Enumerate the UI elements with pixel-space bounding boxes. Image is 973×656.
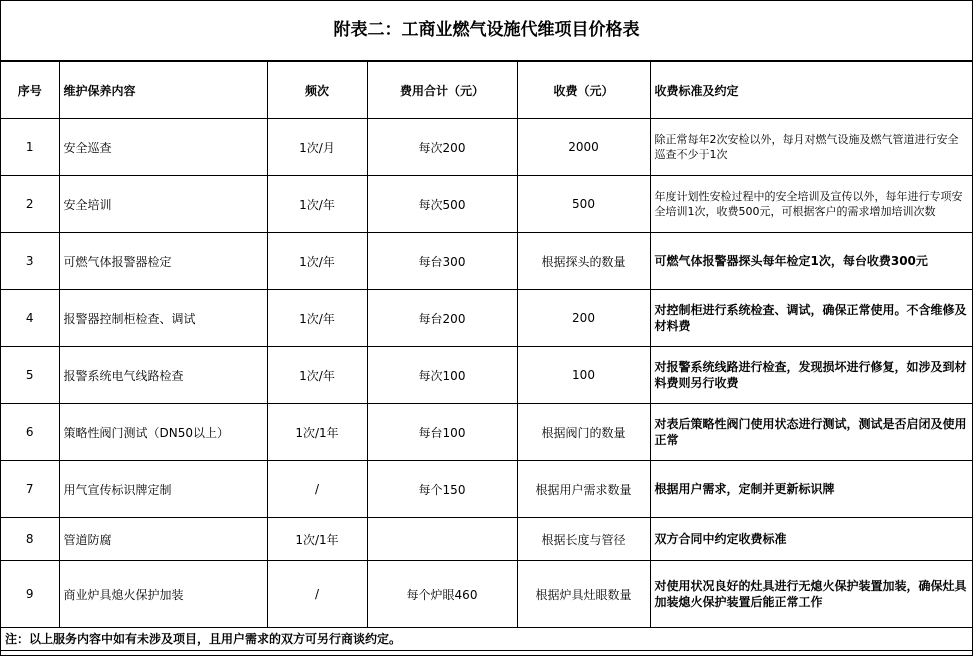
- table-row: [1, 119, 972, 176]
- cell-standard: 对报警系统线路进行检查，发现损坏进行修复，如涉及到材料费则另行收费: [650, 347, 972, 404]
- note-row: [1, 628, 972, 651]
- cell-item: 管道防腐: [59, 518, 267, 561]
- cell-frequency: 1次/年: [267, 233, 367, 290]
- cell-item: 策略性阀门测试（DN50以上）: [59, 404, 267, 461]
- cell-standard: 对使用状况良好的灶具进行无熄火保护装置加装，确保灶具加装熄火保护装置后能正常工作: [650, 561, 972, 628]
- cell-no: 9: [1, 561, 59, 628]
- cell-cost: 每台200: [367, 290, 517, 347]
- header-frequency: 频次: [267, 62, 367, 119]
- page-title: 附表二：工商业燃气设施代维项目价格表: [1, 1, 972, 61]
- cell-standard: 对控制柜进行系统检查、调试，确保正常使用。不含维修及材料费: [650, 290, 972, 347]
- cell-frequency: 1次/1年: [267, 518, 367, 561]
- cell-fee: 200: [517, 290, 650, 347]
- cell-no: 4: [1, 290, 59, 347]
- cell-no: 8: [1, 518, 59, 561]
- cell-fee: 根据探头的数量: [517, 233, 650, 290]
- cell-standard: 对表后策略性阀门使用状态进行测试，测试是否启闭及使用正常: [650, 404, 972, 461]
- cell-frequency: 1次/年: [267, 347, 367, 404]
- cell-standard: 根据用户需求，定制并更新标识牌: [650, 461, 972, 518]
- cell-item: 可燃气体报警器检定: [59, 233, 267, 290]
- cell-standard: 年度计划性安检过程中的安全培训及宣传以外，每年进行专项安全培训1次，收费500元，可根据客户的需求增加培训次数: [650, 176, 972, 233]
- cell-fee: 根据长度与管径: [517, 518, 650, 561]
- cell-fee: 500: [517, 176, 650, 233]
- cell-no: 7: [1, 461, 59, 518]
- cell-cost: 每台100: [367, 404, 517, 461]
- cell-cost: 每次500: [367, 176, 517, 233]
- table-row: [1, 561, 972, 628]
- table-row: [1, 461, 972, 518]
- table-row: [1, 404, 972, 461]
- cell-item: 安全巡查: [59, 119, 267, 176]
- cell-frequency: 1次/年: [267, 290, 367, 347]
- cell-cost: [367, 518, 517, 561]
- header-fee: 收费（元）: [517, 62, 650, 119]
- header-item: 维护保养内容: [59, 62, 267, 119]
- header-standard: 收费标准及约定: [650, 62, 972, 119]
- cell-no: 1: [1, 119, 59, 176]
- cell-cost: 每台300: [367, 233, 517, 290]
- cell-item: 安全培训: [59, 176, 267, 233]
- cell-frequency: /: [267, 461, 367, 518]
- cell-fee: 根据阀门的数量: [517, 404, 650, 461]
- cell-item: 报警器控制柜检查、调试: [59, 290, 267, 347]
- cell-standard: 双方合同中约定收费标准: [650, 518, 972, 561]
- header-cost-total: 费用合计（元）: [367, 62, 517, 119]
- table-row: [1, 347, 972, 404]
- cell-no: 5: [1, 347, 59, 404]
- cell-fee: 100: [517, 347, 650, 404]
- cell-cost: 每次100: [367, 347, 517, 404]
- cell-no: 2: [1, 176, 59, 233]
- table-row: [1, 176, 972, 233]
- cell-standard: 可燃气体报警器探头每年检定1次，每台收费300元: [650, 233, 972, 290]
- cell-cost: 每次200: [367, 119, 517, 176]
- cell-cost: 每个炉眼460: [367, 561, 517, 628]
- cell-item: 商业炉具熄火保护加装: [59, 561, 267, 628]
- cell-fee: 根据用户需求数量: [517, 461, 650, 518]
- price-table: [1, 61, 972, 651]
- table-row: [1, 518, 972, 561]
- cell-no: 3: [1, 233, 59, 290]
- cell-cost: 每个150: [367, 461, 517, 518]
- table-row: [1, 290, 972, 347]
- cell-frequency: 1次/1年: [267, 404, 367, 461]
- cell-no: 6: [1, 404, 59, 461]
- cell-standard: 除正常每年2次安检以外，每月对燃气设施及燃气管道进行安全巡查不少于1次: [650, 119, 972, 176]
- cell-frequency: 1次/年: [267, 176, 367, 233]
- cell-item: 用气宣传标识牌定制: [59, 461, 267, 518]
- table-header-row: [1, 62, 972, 119]
- cell-fee: 根据炉具灶眼数量: [517, 561, 650, 628]
- footnote: 注：以上服务内容中如有未涉及项目，且用户需求的双方可另行商谈约定。: [1, 628, 972, 651]
- cell-fee: 2000: [517, 119, 650, 176]
- cell-frequency: /: [267, 561, 367, 628]
- table-row: [1, 233, 972, 290]
- cell-frequency: 1次/月: [267, 119, 367, 176]
- cell-item: 报警系统电气线路检查: [59, 347, 267, 404]
- header-no: 序号: [1, 62, 59, 119]
